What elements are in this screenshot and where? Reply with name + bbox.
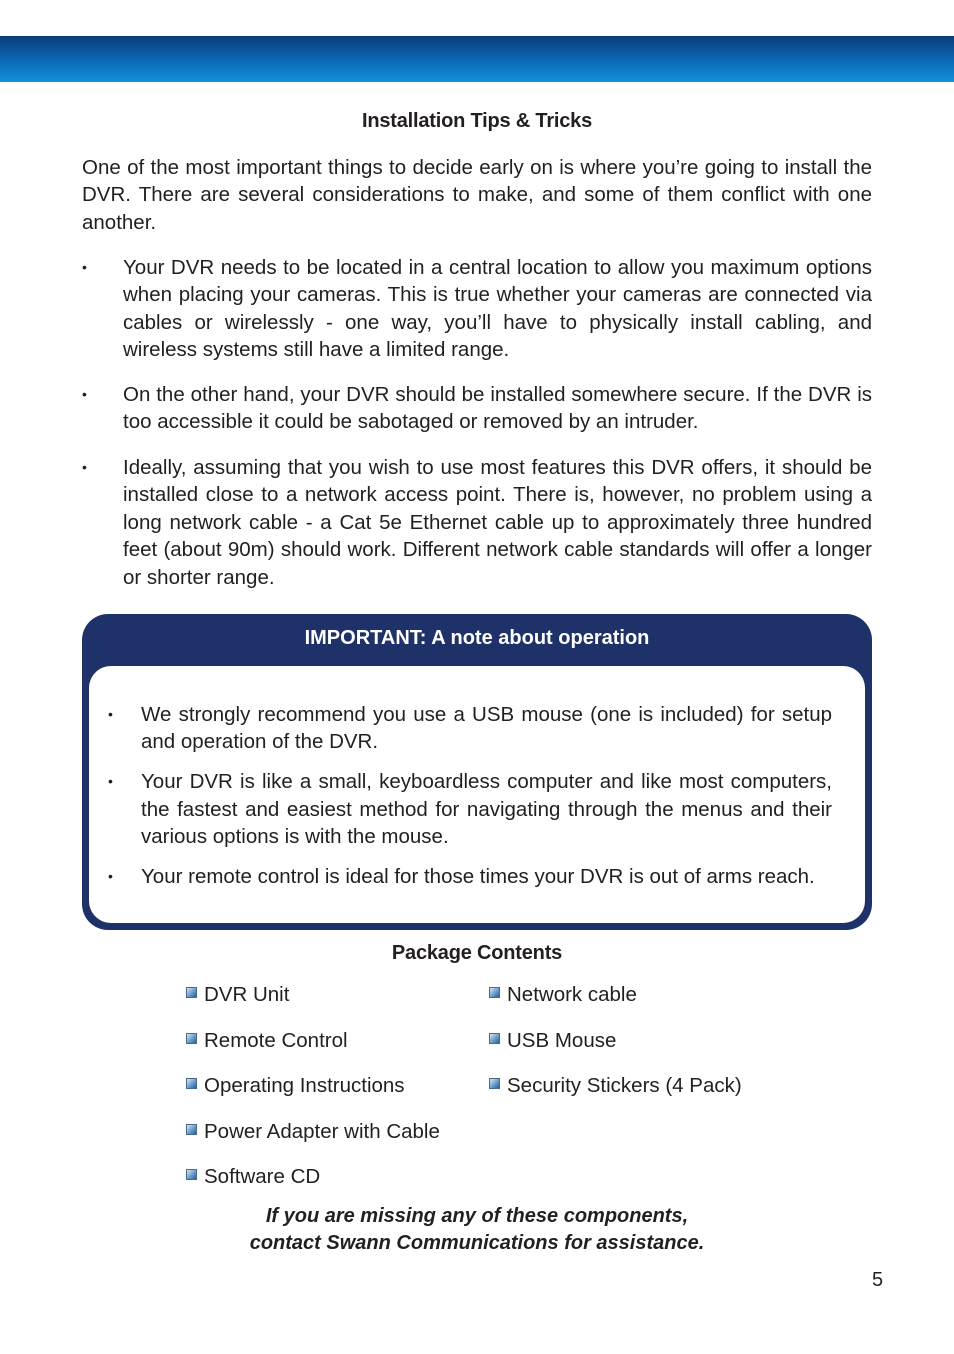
package-item: Network cable — [489, 983, 637, 1007]
blue-square-icon — [489, 1078, 500, 1089]
closing-line-2: contact Swann Communications for assistance. — [249, 1232, 705, 1254]
intro-paragraph: One of the most important things to decide early on is where you’re going to install the DVR. There are several considerations to make, and some of them conflict with one another. — [82, 156, 872, 234]
package-item: DVR Unit — [186, 983, 289, 1007]
tips-list — [82, 454, 872, 591]
list-item: • We strongly recommend you use a USB mouse (one is included) for setup and operation of the DVR. — [108, 703, 832, 754]
list-item: • Your DVR needs to be located in a central location to allow you maximum options when placing your cameras. This is true whether your cameras are connected via cables or wirelessly - one way, you’ll have to physically install cabling, and wireless systems still have a limited range. — [82, 256, 872, 362]
tips-list — [82, 381, 872, 436]
bullet-icon: • — [82, 459, 87, 475]
tips-list — [82, 254, 872, 364]
package-item: Operating Instructions — [186, 1074, 405, 1098]
bullet-icon: • — [108, 868, 113, 885]
note-title: IMPORTANT: A note about operation — [304, 627, 650, 649]
blue-square-icon — [489, 987, 500, 998]
list-item: • Ideally, assuming that you wish to use most features this DVR offers, it should be installed close to a network access point. There is, however, no problem using a long network cable - a Cat 5e Ethernet cable up to approximately three hundred feet (about 90m) should work. Different network cable standards will offer a longer or shorter range. — [82, 456, 872, 589]
package-item: USB Mouse — [489, 1029, 616, 1053]
page-number: 5 — [872, 1269, 884, 1291]
blue-square-icon — [186, 1169, 197, 1180]
package-item: Remote Control — [186, 1029, 348, 1053]
package-title: Package Contents — [391, 942, 563, 964]
package-item: Software CD — [186, 1165, 320, 1189]
blue-square-icon — [186, 987, 197, 998]
blue-square-icon — [186, 1033, 197, 1044]
blue-square-icon — [186, 1078, 197, 1089]
tips-title: Installation Tips & Tricks — [361, 110, 593, 132]
package-item: Security Stickers (4 Pack) — [489, 1074, 742, 1098]
bullet-icon: • — [108, 706, 113, 722]
blue-square-icon — [489, 1033, 500, 1044]
note-body — [89, 666, 865, 923]
list-item: • Your remote control is ideal for those times your DVR is out of arms reach. — [108, 863, 832, 890]
bullet-icon: • — [108, 773, 113, 790]
list-item: • On the other hand, your DVR should be installed somewhere secure. If the DVR is too accessible it could be sabotaged or removed by an intruder. — [82, 383, 872, 434]
header-bar — [0, 36, 954, 82]
blue-square-icon — [186, 1124, 197, 1135]
bullet-icon: • — [82, 259, 87, 275]
list-item: • Your DVR is like a small, keyboardless computer and like most computers, the fastest and easiest method for navigating through the menus and their various options is with the mouse. — [108, 770, 832, 849]
closing-line-1: If you are missing any of these components, — [265, 1205, 689, 1227]
note-list — [108, 701, 832, 903]
important-note-box — [82, 614, 872, 930]
package-item: Power Adapter with Cable — [186, 1120, 440, 1144]
bullet-icon: • — [82, 386, 87, 402]
